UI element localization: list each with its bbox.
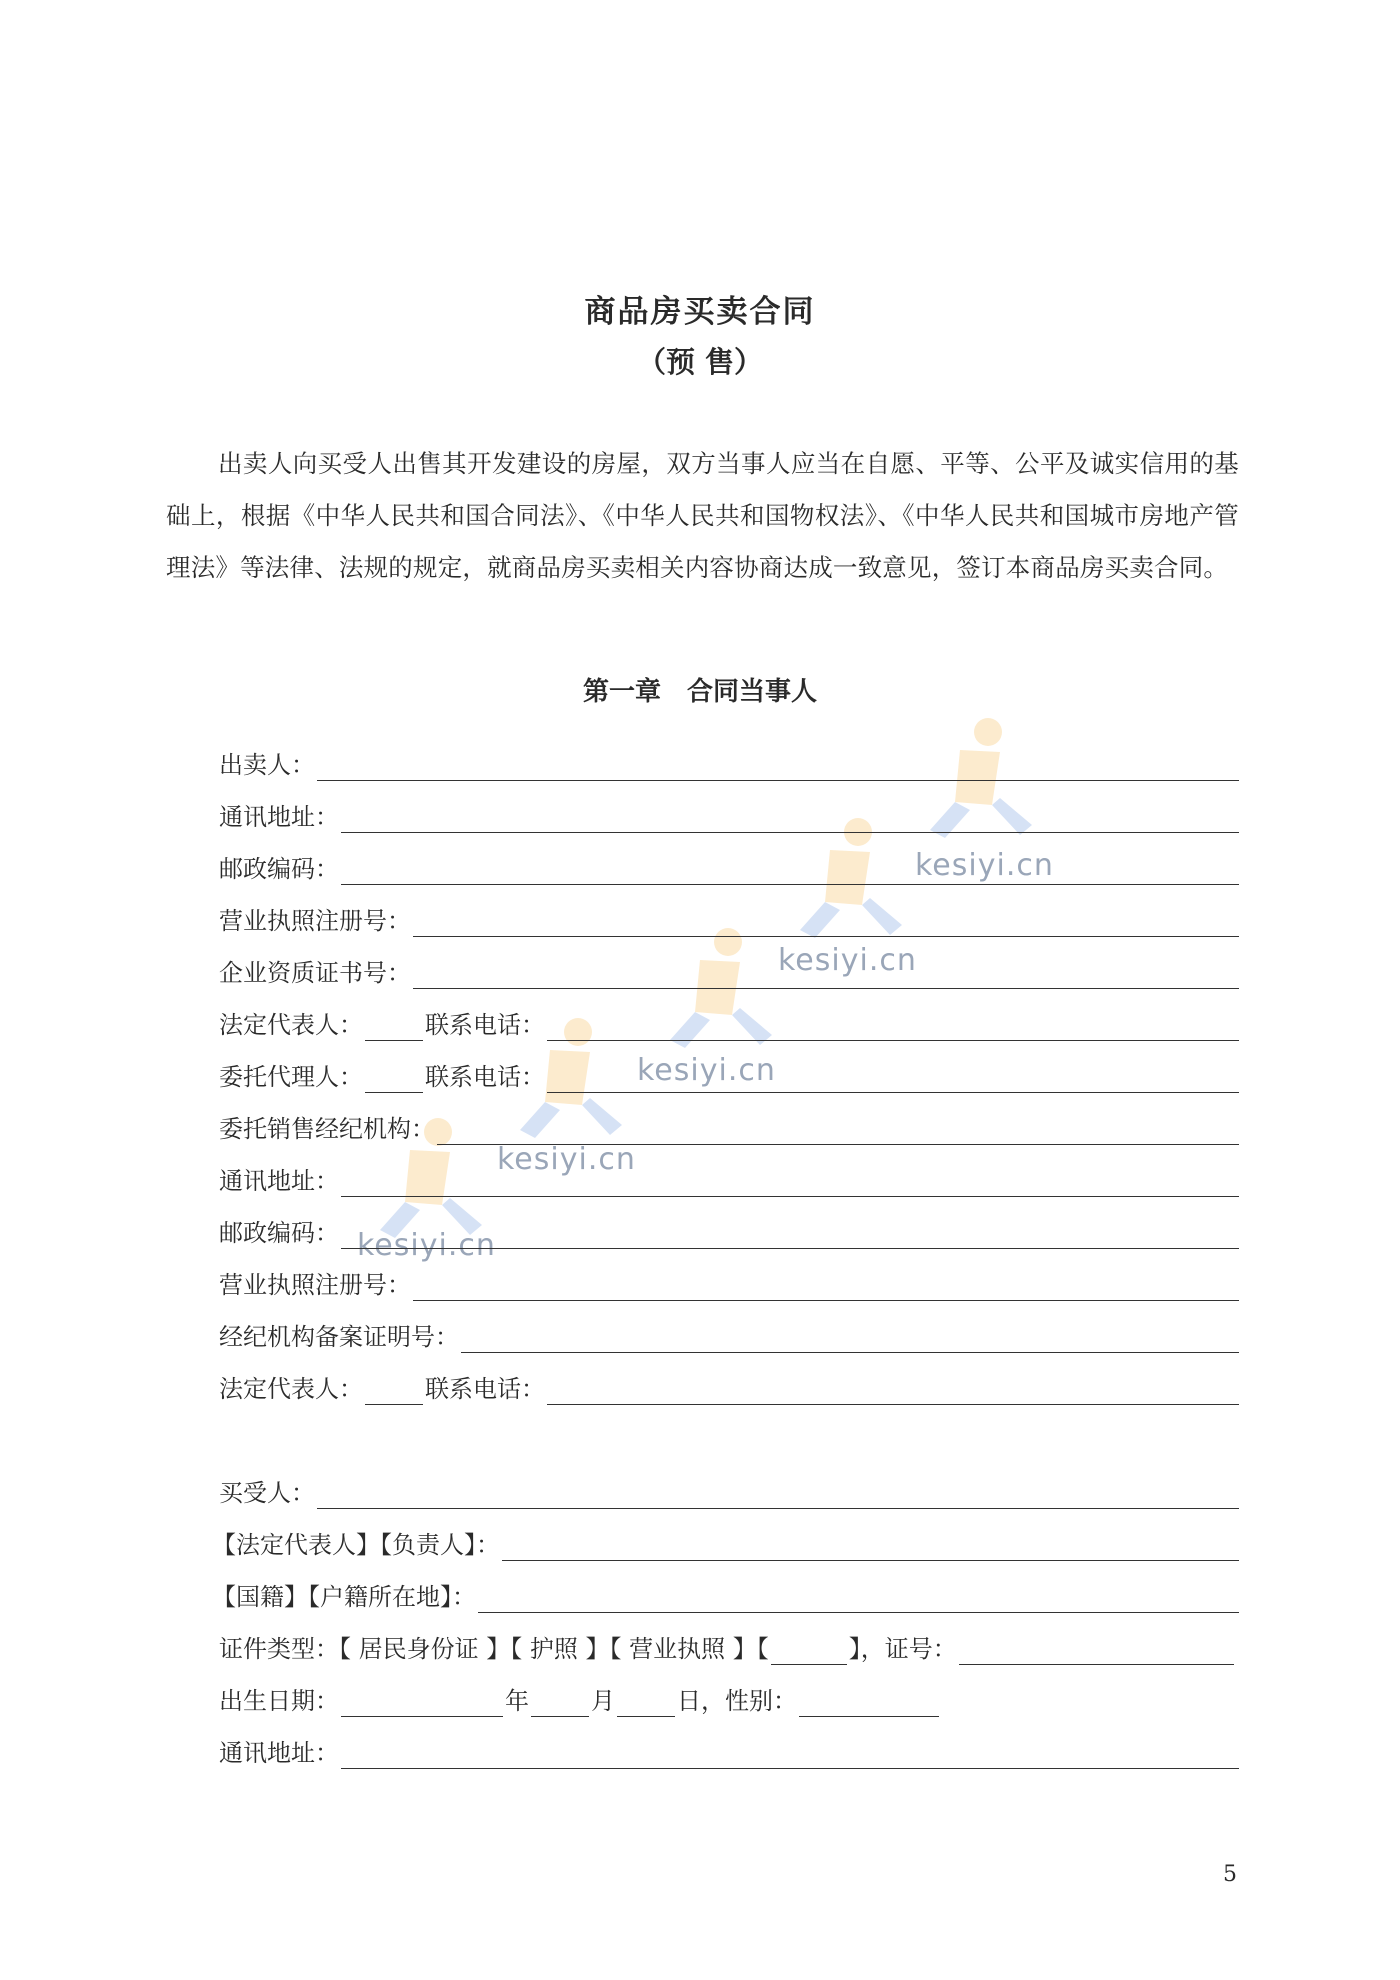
agency-name-field[interactable] bbox=[437, 1114, 1239, 1145]
agency-address-row bbox=[219, 1157, 1239, 1197]
seller-name-label: 出卖人： bbox=[219, 751, 315, 779]
seller-license-label: 营业执照注册号： bbox=[219, 907, 411, 935]
agency-filing-field[interactable] bbox=[461, 1322, 1239, 1353]
seller-name-row bbox=[219, 741, 1239, 781]
seller-license-field[interactable] bbox=[413, 906, 1239, 937]
agency-address-label: 通讯地址： bbox=[219, 1167, 339, 1195]
agency-postal-label: 邮政编码： bbox=[219, 1219, 339, 1247]
seller-license-row bbox=[219, 897, 1239, 937]
watermark-text: kesiyi.cn bbox=[778, 943, 917, 978]
buyer-gender-field[interactable] bbox=[799, 1686, 939, 1717]
buyer-address-label: 通讯地址： bbox=[219, 1739, 339, 1767]
buyer-address-field[interactable] bbox=[341, 1738, 1239, 1769]
agency-filing-row bbox=[219, 1313, 1239, 1353]
seller-qualification-label: 企业资质证书号： bbox=[219, 959, 411, 987]
agency-license-field[interactable] bbox=[413, 1270, 1239, 1301]
buyer-birth-label: 出生日期： bbox=[219, 1687, 339, 1715]
buyer-birth-month-label: 月 bbox=[591, 1687, 615, 1715]
chapter-heading: 第一章 合同当事人 bbox=[582, 677, 817, 707]
seller-postal-row bbox=[219, 845, 1239, 885]
buyer-birth-year-label: 年 bbox=[505, 1687, 529, 1715]
seller-legal-rep-phone-field[interactable] bbox=[547, 1010, 1239, 1041]
document-subtitle: （预 售） bbox=[636, 345, 764, 379]
seller-legal-rep-field[interactable] bbox=[365, 1010, 423, 1041]
seller-legal-rep-row bbox=[219, 1001, 1239, 1041]
agency-name-label: 委托销售经纪机构： bbox=[219, 1115, 435, 1143]
agency-postal-row bbox=[219, 1209, 1239, 1249]
intro-paragraph: 出卖人向买受人出售其开发建设的房屋，双方当事人应当在自愿、平等、公平及诚实信用的基础上，根据《中华人民共和国合同法》、《中华人民共和国物权法》、《中华人民共和国城市房地产管理法》等法律、法规的规定，就商品房买卖相关内容协商达成一致意见，签订本商品房买卖合同。 bbox=[166, 449, 1239, 582]
buyer-name-field[interactable] bbox=[317, 1478, 1239, 1509]
watermark-text: kesiyi.cn bbox=[357, 1228, 496, 1263]
buyer-rep-field[interactable] bbox=[502, 1530, 1239, 1561]
watermark-text: kesiyi.cn bbox=[497, 1142, 636, 1177]
buyer-rep-label: 【法定代表人】【负责人】： bbox=[212, 1531, 500, 1559]
agency-legal-rep-label: 法定代表人： bbox=[219, 1375, 363, 1403]
buyer-id-number-label: 】，证号： bbox=[848, 1635, 957, 1663]
seller-agent-label: 委托代理人： bbox=[219, 1063, 363, 1091]
agency-address-field[interactable] bbox=[341, 1166, 1239, 1197]
agency-legal-rep-phone-label: 联系电话： bbox=[425, 1375, 545, 1403]
watermark-text: kesiyi.cn bbox=[915, 848, 1054, 883]
seller-postal-field[interactable] bbox=[341, 854, 1239, 885]
buyer-id-row bbox=[219, 1625, 1234, 1665]
runner-icon bbox=[640, 920, 790, 1070]
seller-address-label: 通讯地址： bbox=[219, 803, 339, 831]
watermark-text: kesiyi.cn bbox=[637, 1053, 776, 1088]
buyer-nationality-row bbox=[212, 1573, 1239, 1613]
buyer-birth-row bbox=[219, 1677, 1239, 1717]
buyer-birth-month-field[interactable] bbox=[531, 1686, 589, 1717]
agency-name-row bbox=[219, 1105, 1239, 1145]
agency-filing-label: 经纪机构备案证明号： bbox=[219, 1323, 459, 1351]
buyer-nationality-field[interactable] bbox=[478, 1582, 1239, 1613]
buyer-gender-label: 日，性别： bbox=[677, 1687, 797, 1715]
seller-legal-rep-phone-label: 联系电话： bbox=[425, 1011, 545, 1039]
seller-address-row bbox=[219, 793, 1239, 833]
seller-name-field[interactable] bbox=[317, 750, 1239, 781]
buyer-birth-day-field[interactable] bbox=[617, 1686, 675, 1717]
agency-legal-rep-row bbox=[219, 1365, 1239, 1405]
seller-qualification-field[interactable] bbox=[413, 958, 1239, 989]
seller-legal-rep-label: 法定代表人： bbox=[219, 1011, 363, 1039]
buyer-id-type-label: 证件类型：【 居民身份证 】【 护照 】【 营业执照 】【 bbox=[219, 1635, 769, 1663]
buyer-id-type-other-field[interactable] bbox=[771, 1634, 847, 1665]
seller-agent-phone-field[interactable] bbox=[547, 1062, 1239, 1093]
buyer-name-label: 买受人： bbox=[219, 1479, 315, 1507]
seller-qualification-row bbox=[219, 949, 1239, 989]
seller-agent-row bbox=[219, 1053, 1239, 1093]
agency-legal-rep-field[interactable] bbox=[365, 1374, 423, 1405]
buyer-nationality-label: 【国籍】【户籍所在地】： bbox=[212, 1583, 476, 1611]
seller-address-field[interactable] bbox=[341, 802, 1239, 833]
buyer-id-number-field[interactable] bbox=[959, 1634, 1234, 1665]
agency-license-row bbox=[219, 1261, 1239, 1301]
seller-postal-label: 邮政编码： bbox=[219, 855, 339, 883]
agency-postal-field[interactable] bbox=[341, 1218, 1239, 1249]
agency-license-label: 营业执照注册号： bbox=[219, 1271, 411, 1299]
buyer-address-row bbox=[219, 1729, 1239, 1769]
document-title: 商品房买卖合同 bbox=[584, 294, 816, 330]
buyer-name-row bbox=[219, 1469, 1239, 1509]
buyer-rep-row bbox=[212, 1521, 1239, 1561]
seller-agent-phone-label: 联系电话： bbox=[425, 1063, 545, 1091]
runner-icon bbox=[900, 710, 1050, 860]
seller-agent-field[interactable] bbox=[365, 1062, 423, 1093]
buyer-birth-year-field[interactable] bbox=[341, 1686, 503, 1717]
agency-legal-rep-phone-field[interactable] bbox=[547, 1374, 1239, 1405]
page-number: 5 bbox=[1223, 1862, 1237, 1887]
